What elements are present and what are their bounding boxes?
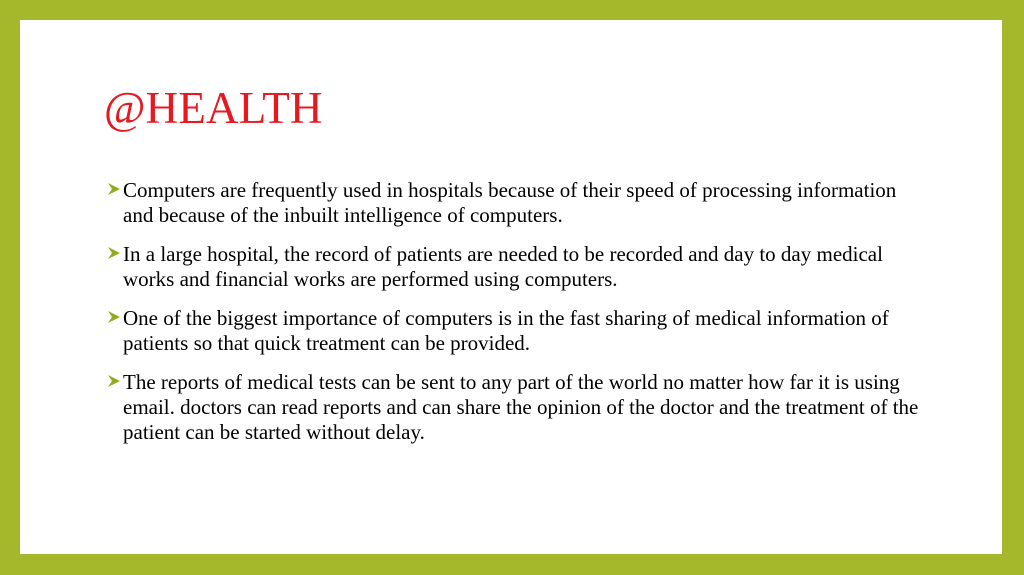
bullet-list xyxy=(104,178,924,459)
arrowhead-bullet-icon xyxy=(107,374,121,388)
bullet-item xyxy=(104,242,924,292)
slide-title: @HEALTH xyxy=(104,83,323,133)
bullet-item xyxy=(104,306,924,356)
bullet-text: In a large hospital, the record of patients are needed to be recorded and day to day medical works and financial works are performed using computers. xyxy=(123,242,883,291)
arrowhead-bullet-icon xyxy=(107,246,121,260)
arrowhead-bullet-icon xyxy=(107,310,121,324)
bullet-item xyxy=(104,178,924,228)
bullet-text: The reports of medical tests can be sent to any part of the world no matter how far it is using email. doctors can read reports and can share the opinion of the doctor and the treatment of the patient can be started without delay. xyxy=(123,370,919,444)
arrowhead-bullet-icon xyxy=(107,182,121,196)
bullet-text: Computers are frequently used in hospitals because of their speed of processing information and because of the inbuilt intelligence of computers. xyxy=(123,178,897,227)
bullet-text: One of the biggest importance of computers is in the fast sharing of medical information of patients so that quick treatment can be provided. xyxy=(123,306,889,355)
slide-canvas xyxy=(20,20,1002,554)
bullet-item xyxy=(104,370,924,445)
